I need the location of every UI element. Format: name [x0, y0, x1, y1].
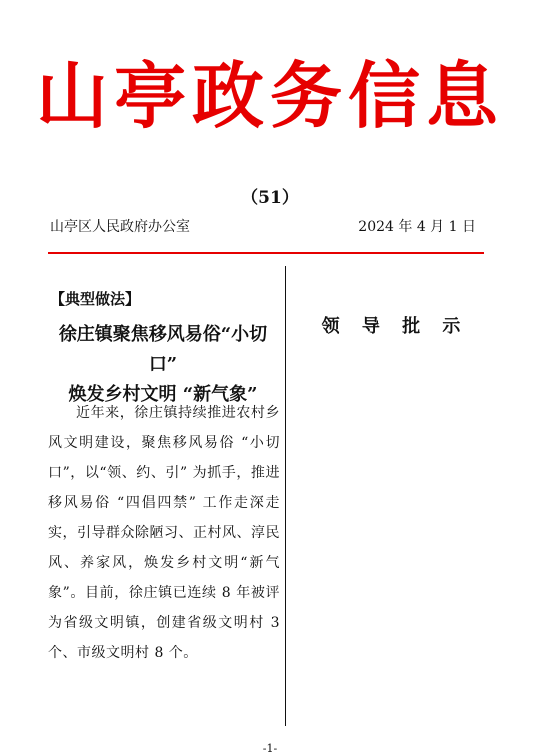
headline-line-1: 徐庄镇聚焦移风易俗“小切口” [58, 324, 268, 375]
article-headline [48, 320, 278, 410]
leader-instructions-title: 领 导 批 示 [321, 316, 469, 337]
masthead-title: 山亭政务信息 [35, 53, 504, 138]
issue-number: （51） [241, 188, 299, 208]
issue-date: 2024 年 4 月 1 日 [358, 219, 476, 235]
red-divider [48, 252, 484, 254]
issuer-name: 山亭区人民政府办公室 [50, 219, 190, 235]
headline-line-2: 焕发乡村文明 “新气象” [68, 384, 258, 405]
section-tag: 【典型做法】 [50, 290, 141, 308]
column-divider [285, 266, 286, 726]
page-number: -1- [262, 742, 278, 755]
article-body: 近年来，徐庄镇持续推进农村乡风文明建设，聚焦移风易俗 “小切口”，以“领、约、引” 为抓手，推进移风易俗 “四倡四禁” 工作走深走实，引导群众除陋习、正村风、淳民风、养家风，焕发乡村文明“新气象”。目前，徐庄镇已连续 8 年被评为省级文明镇，创建省级文明村 3 个、市级文明村 8 个。 [48, 405, 280, 661]
